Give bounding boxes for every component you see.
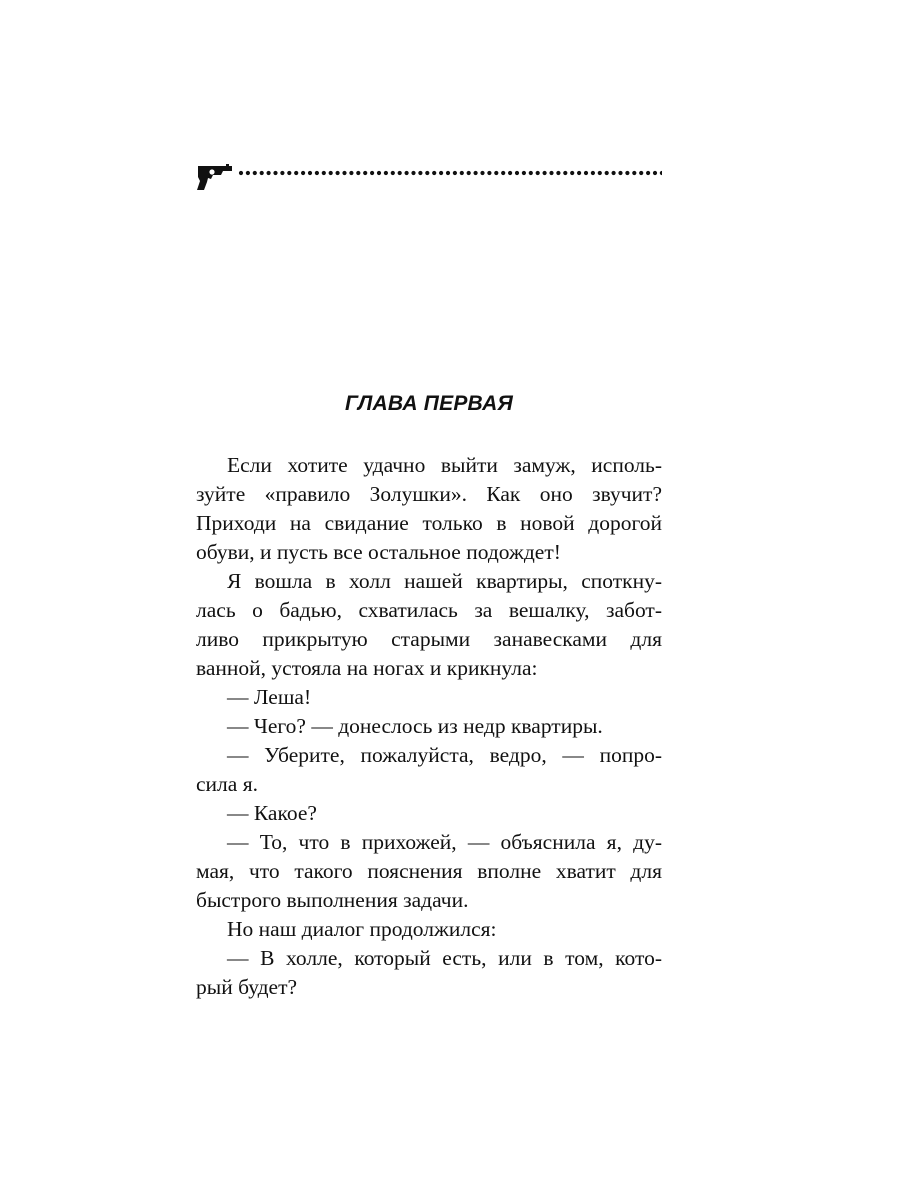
- rule-dot: [280, 171, 284, 175]
- rule-dot: [570, 171, 574, 175]
- rule-dot: [446, 171, 450, 175]
- rule-dot: [556, 171, 560, 175]
- paragraph: [196, 683, 662, 712]
- revolver-icon: [196, 160, 236, 196]
- paragraph: [196, 944, 662, 1002]
- rule-dot: [618, 171, 622, 175]
- rule-dot: [260, 171, 264, 175]
- rule-dot: [287, 171, 291, 175]
- text-line: зуйте «правило Золушки». Как оно звучит?: [196, 482, 662, 506]
- rule-dot: [377, 171, 381, 175]
- rule-dot: [501, 171, 505, 175]
- paragraph: [196, 712, 662, 741]
- rule-dot: [253, 171, 257, 175]
- chapter-title: ГЛАВА ПЕРВАЯ: [345, 392, 513, 415]
- rule-dot: [605, 171, 609, 175]
- rule-dot: [591, 171, 595, 175]
- rule-dot: [418, 171, 422, 175]
- rule-dot: [474, 171, 478, 175]
- rule-dot: [239, 171, 243, 175]
- text-line: рый будет?: [196, 975, 298, 999]
- text-line: — В холле, который есть, или в том, кото-: [227, 946, 662, 970]
- rule-dot: [487, 171, 491, 175]
- text-line: — Уберите, пожалуйста, ведро, — попро-: [227, 743, 662, 767]
- text-line: Но наш диалог продолжился:: [227, 917, 497, 941]
- rule-dot: [432, 171, 436, 175]
- rule-dot: [639, 171, 643, 175]
- rule-dot: [308, 171, 312, 175]
- text-line: — То, что в прихожей, — объяснила я, ду-: [227, 830, 662, 854]
- rule-dot: [460, 171, 464, 175]
- text-line: Приходи на свидание только в новой дорогой: [196, 511, 662, 535]
- rule-dot: [543, 171, 547, 175]
- rule-dot: [356, 171, 360, 175]
- rule-dot: [246, 171, 250, 175]
- rule-dot: [549, 171, 553, 175]
- rule-dot: [411, 171, 415, 175]
- rule-dot: [529, 171, 533, 175]
- text-line: обуви, и пусть все остальное подождет!: [196, 540, 561, 564]
- rule-dot: [391, 171, 395, 175]
- rule-dot: [370, 171, 374, 175]
- rule-dot: [480, 171, 484, 175]
- rule-dot: [536, 171, 540, 175]
- rule-dot: [563, 171, 567, 175]
- text-line: ванной, устояла на ногах и крикнула:: [196, 656, 538, 680]
- text-line: — Чего? — донеслось из недр квартиры.: [227, 714, 603, 738]
- rule-dot: [267, 171, 271, 175]
- rule-dot: [405, 171, 409, 175]
- rule-dot: [342, 171, 346, 175]
- rule-dot: [467, 171, 471, 175]
- rule-dot: [646, 171, 650, 175]
- rule-dot: [494, 171, 498, 175]
- rule-dot: [336, 171, 340, 175]
- text-line: мая, что такого пояснения вполне хватит для: [196, 859, 662, 883]
- rule-dot: [453, 171, 457, 175]
- text-line: сила я.: [196, 772, 258, 796]
- body-text: [196, 451, 662, 1002]
- text-line: лась о бадью, схватилась за вешалку, забот-: [196, 598, 662, 622]
- rule-dot: [584, 171, 588, 175]
- rule-dot: [598, 171, 602, 175]
- rule-dot: [632, 171, 636, 175]
- rule-dot: [577, 171, 581, 175]
- rule-dot: [660, 171, 662, 175]
- rule-dot: [384, 171, 388, 175]
- rule-dot: [522, 171, 526, 175]
- rule-dot: [273, 171, 277, 175]
- text-line: Если хотите удачно выйти замуж, исполь-: [227, 453, 662, 477]
- rule-dot: [508, 171, 512, 175]
- rule-dot: [653, 171, 657, 175]
- rule-dot: [322, 171, 326, 175]
- rule-dot: [612, 171, 616, 175]
- rule-dot: [439, 171, 443, 175]
- paragraph: [196, 799, 662, 828]
- text-line: быстрого выполнения задачи.: [196, 888, 469, 912]
- rule-dot: [363, 171, 367, 175]
- paragraph: [196, 567, 662, 683]
- rule-dot: [398, 171, 402, 175]
- paragraph: [196, 915, 662, 944]
- text-line: — Какое?: [227, 801, 317, 825]
- text-line: — Леша!: [227, 685, 312, 709]
- rule-dot: [515, 171, 519, 175]
- rule-dot: [425, 171, 429, 175]
- paragraph: [196, 451, 662, 567]
- rule-dot: [294, 171, 298, 175]
- dotted-rule: [238, 169, 662, 177]
- rule-dot: [349, 171, 353, 175]
- rule-dot: [625, 171, 629, 175]
- paragraph: [196, 828, 662, 915]
- text-line: ливо прикрытую старыми занавесками для: [196, 627, 662, 651]
- text-line: Я вошла в холл нашей квартиры, споткну-: [227, 569, 662, 593]
- paragraph: [196, 741, 662, 799]
- rule-dot: [301, 171, 305, 175]
- rule-dot: [315, 171, 319, 175]
- rule-dot: [329, 171, 333, 175]
- chapter-ornament: [196, 160, 666, 196]
